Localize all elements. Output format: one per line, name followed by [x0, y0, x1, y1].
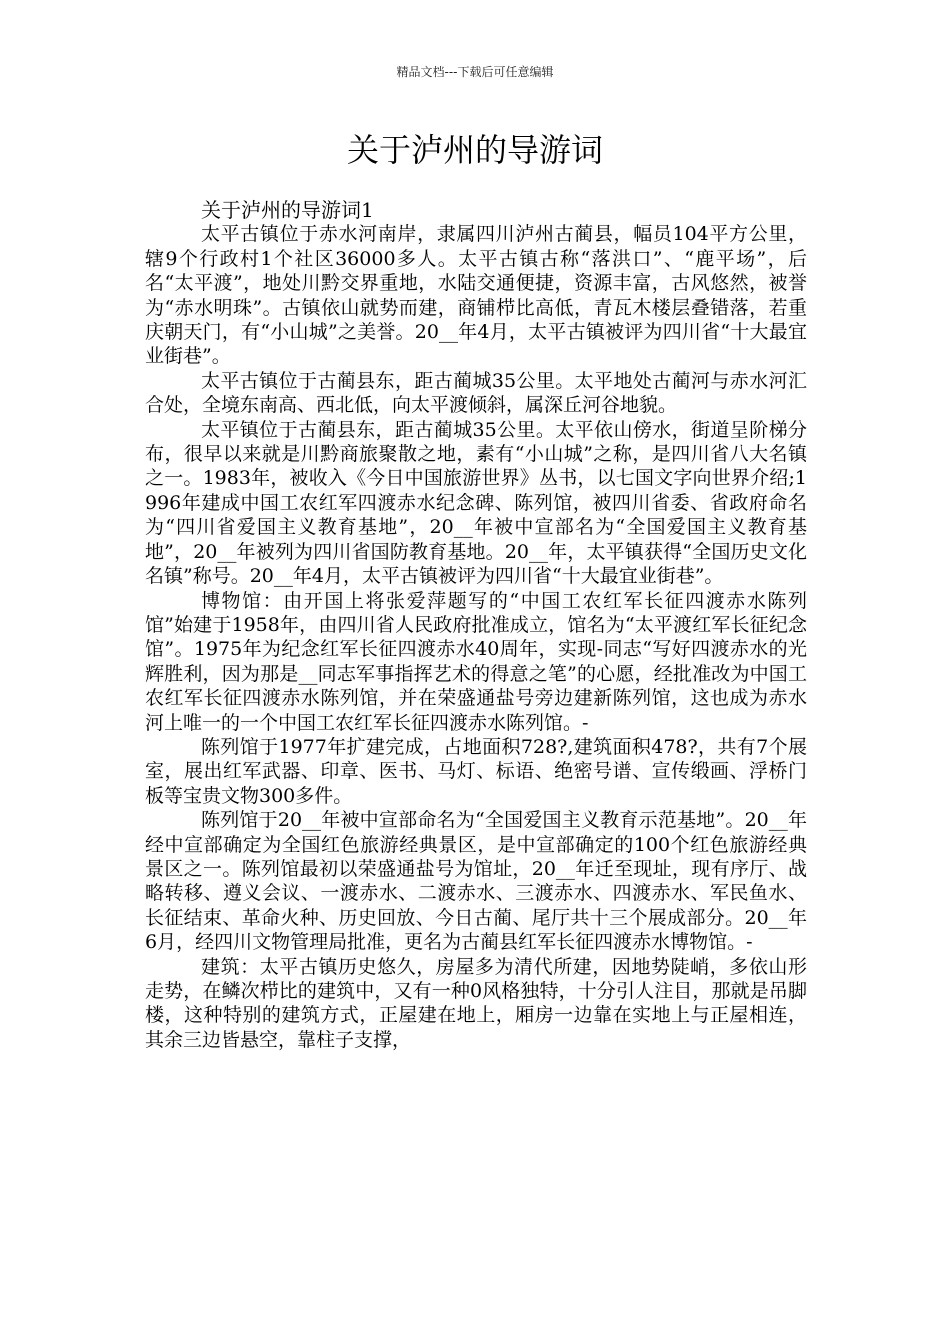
paragraph-museum: 博物馆：由开国上将张爱萍题写的“中国工农红军长征四渡赤水陈列馆”始建于1958年，由四川省人民政府批准成立，馆名为“太平渡红军长征纪念馆”。1975年为纪念红军长征四渡赤水40周年，实现-同志“写好四渡赤水的光辉胜利，因为那是__同志军事指挥艺术的得意之笔”的心愿，经批准改为中国工农红军长征四渡赤水陈列馆，并在荣盛通盐号旁边建新陈列馆，这也成为赤水河上唯一的一个中国工农红军长征四渡赤水陈列馆。- — [145, 589, 807, 734]
section-subtitle: 关于泸州的导游词1 — [201, 198, 374, 222]
document-title: 关于泸州的导游词 — [346, 131, 603, 169]
paragraph-exhibition-base: 陈列馆于20__年被中宣部命名为“全国爱国主义教育示范基地”。20__年经中宣部确定为全国红色旅游经典景区，是中宣部确定的100个红色旅游经典景区之一。陈列馆最初以荣盛通盐号为馆址，20__年迁至现址，现有序厅、战略转移、遵义会议、一渡赤水、二渡赤水、三渡赤水、四渡赤水、军民鱼水、长征结束、革命火种、历史回放、今日古蔺、尾厅共十三个展成部分。20__年6月，经四川文物管理局批准，更名为古蔺县红军长征四渡赤水博物馆。- — [145, 809, 807, 954]
page-header: 精品文档---下载后可任意编辑 — [396, 65, 554, 79]
paragraph-intro: 太平古镇位于赤水河南岸，隶属四川泸州古蔺县，幅员104平方公里，辖9个行政村1个社区36000多人。太平古镇古称“落洪口”、“鹿平场”，后名“太平渡”，地处川黔交界重地，水陆交通便捷，资源丰富，古风悠然，被誉为“赤水明珠”。古镇依山就势而建，商铺栉比高低，青瓦木楼层叠错落，若重庆朝天门，有“小山城”之美誉。20__年4月，太平古镇被评为四川省“十大最宜业街巷”。 — [145, 223, 807, 368]
document-body — [145, 198, 807, 1052]
paragraph-exhibition: 陈列馆于1977年扩建完成，占地面积728?,建筑面积478?，共有7个展室，展出红军武器、印章、医书、马灯、标语、绝密号谱、宣传缎画、浮桥门板等宝贵文物300多件。 — [145, 735, 807, 807]
paragraph-location: 太平古镇位于古蔺县东，距古蔺城35公里。太平地处古蔺河与赤水河汇合处，全境东南高、西北低，向太平渡倾斜，属深丘河谷地貌。 — [145, 369, 807, 417]
paragraph-history: 太平镇位于古蔺县东，距古蔺城35公里。太平依山傍水，街道呈阶梯分布，很早以来就是川黔商旅聚散之地，素有“小山城”之称，是四川省八大名镇之一。1983年，被收入《今日中国旅游世界》丛书，以七国文字向世界介绍;1996年建成中国工农红军四渡赤水纪念碑、陈列馆，被四川省委、省政府命名为“四川省爱国主义教育基地”，20__年被中宣部名为“全国爱国主义教育基地”，20__年被列为四川省国防教育基地。20__年，太平镇获得“全国历史文化名镇”称号。20__年4月，太平古镇被评为四川省“十大最宜业街巷”。 — [145, 418, 807, 588]
paragraph-architecture: 建筑：太平古镇历史悠久，房屋多为清代所建，因地势陡峭，多依山形走势，在鳞次栉比的建筑中，又有一种0风格独特，十分引人注目，那就是吊脚楼，这种特别的建筑方式，正屋建在地上，厢房一边靠在实地上与正屋相连，其余三边皆悬空，靠柱子支撑， — [145, 955, 807, 1051]
